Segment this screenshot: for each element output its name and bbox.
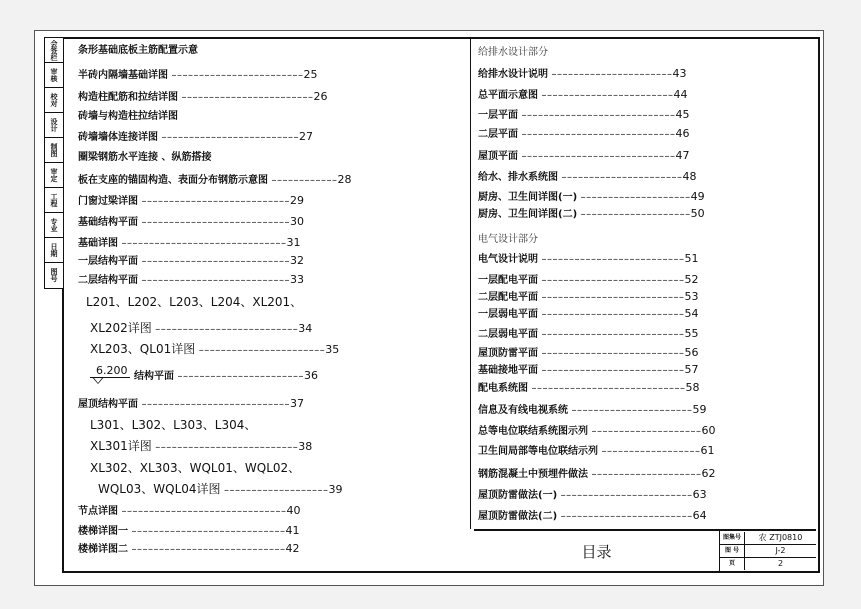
list-item: 二层平面 ––––––––––––––––––––––––––––46 xyxy=(478,127,690,140)
list-item: 屋顶防雷做法(二) ––––––––––––––––––––––––64 xyxy=(478,509,707,522)
list-item: 一层结构平面 –––––––––––––––––––––––––––32 xyxy=(78,254,304,267)
list-item: 基础接地平面 ––––––––––––––––––––––––––57 xyxy=(478,363,699,376)
list-item: L201、L202、L203、L204、XL201、 xyxy=(86,295,303,309)
list-item: 楼梯详图二 ––––––––––––––––––––––––––––42 xyxy=(78,542,300,555)
list-item: 电气设计说明 ––––––––––––––––––––––––––51 xyxy=(478,252,699,265)
list-item: 给排水设计说明 ––––––––––––––––––––––43 xyxy=(478,67,687,80)
list-item: 屋顶结构平面 –––––––––––––––––––––––––––37 xyxy=(78,397,304,410)
strip-cell: 日期 xyxy=(45,238,63,263)
strip-cell: 设计 xyxy=(45,113,63,138)
list-item: 二层结构平面 –––––––––––––––––––––––––––33 xyxy=(78,273,304,286)
list-item: 二层弱电平面 ––––––––––––––––––––––––––55 xyxy=(478,327,699,340)
list-item: 二层配电平面 ––––––––––––––––––––––––––53 xyxy=(478,290,699,303)
list-item: 基础详图 ––––––––––––––––––––––––––––––31 xyxy=(78,236,301,249)
list-item: 圈梁钢筋水平连接 、纵筋搭接 xyxy=(78,152,212,163)
strip-cell: 图号 xyxy=(50,268,58,282)
drawing-number-label: 图 号 xyxy=(720,545,745,558)
list-item: 基础结构平面 –––––––––––––––––––––––––––30 xyxy=(78,215,304,228)
list-item: XL203、QL01详图 –––––––––––––––––––––––35 xyxy=(90,342,340,356)
strip-cell: 审核 xyxy=(45,63,63,88)
list-item: 信息及有线电视系统 ––––––––––––––––––––––59 xyxy=(478,403,707,416)
list-item: 楼梯详图一 ––––––––––––––––––––––––––––41 xyxy=(78,524,300,537)
column-divider xyxy=(470,37,471,529)
list-item: XL301详图 ––––––––––––––––––––––––––38 xyxy=(90,439,313,453)
elevation-symbol: 6.200 xyxy=(90,364,130,384)
page-value: 2 xyxy=(777,559,784,568)
list-item: 节点详图 ––––––––––––––––––––––––––––––40 xyxy=(78,504,301,517)
list-item: 板在支座的锚固构造、表面分布钢筋示意图 ––––––––––––28 xyxy=(78,173,352,186)
strip-cell: 专业 xyxy=(45,213,63,238)
list-item: 配电系统图 ––––––––––––––––––––––––––––58 xyxy=(478,381,700,394)
strip-cell: 工程 xyxy=(45,188,63,213)
list-item: 门窗过梁详图 –––––––––––––––––––––––––––29 xyxy=(78,194,304,207)
list-item: 条形基础底板主筋配置示意 xyxy=(78,45,198,56)
list-item: 构造柱配筋和拉结详图 ––––––––––––––––––––––––26 xyxy=(78,90,328,103)
section-heading: 电气设计部分 xyxy=(478,234,538,245)
list-item: 厨房、卫生间详图(二) ––––––––––––––––––––50 xyxy=(478,207,705,220)
strip-cell: 会签栏 xyxy=(45,38,63,63)
list-item: 屋顶平面 ––––––––––––––––––––––––––––47 xyxy=(478,149,690,162)
atlas-number-label: 图集号 xyxy=(720,532,745,545)
list-item: 一层弱电平面 ––––––––––––––––––––––––––54 xyxy=(478,307,699,320)
list-item: XL202详图 ––––––––––––––––––––––––––34 xyxy=(90,321,313,335)
strip-cell: 制图 xyxy=(45,138,63,163)
list-item: WQL03、WQL04详图 –––––––––––––––––––39 xyxy=(98,482,343,496)
list-item: 结构平面 –––––––––––––––––––––––36 xyxy=(134,369,318,382)
list-item: 总等电位联结系统图示列 ––––––––––––––––––––60 xyxy=(478,424,716,437)
strip-cell: 审定 xyxy=(45,163,63,188)
list-item: 钢筋混凝土中预埋件做法 ––––––––––––––––––––62 xyxy=(478,467,716,480)
list-item: 屋顶防雷做法(一) ––––––––––––––––––––––––63 xyxy=(478,488,707,501)
list-item: 给水、排水系统图 ––––––––––––––––––––––48 xyxy=(478,170,697,183)
page-label: 页 xyxy=(720,558,745,570)
signature-strip xyxy=(44,37,63,289)
title-block xyxy=(474,529,816,571)
document-title: 目录 xyxy=(474,531,720,571)
list-item: 半砖内隔墙基础详图 ––––––––––––––––––––––––25 xyxy=(78,68,318,81)
list-item: 总平面示意图 ––––––––––––––––––––––––44 xyxy=(478,88,688,101)
list-item: 一层配电平面 ––––––––––––––––––––––––––52 xyxy=(478,273,699,286)
list-item: 屋顶防雷平面 ––––––––––––––––––––––––––56 xyxy=(478,346,699,359)
list-item: 砖墙墙体连接详图 –––––––––––––––––––––––––27 xyxy=(78,130,313,143)
list-item: 厨房、卫生间详图(一) ––––––––––––––––––––49 xyxy=(478,190,705,203)
strip-cell: 校对 xyxy=(45,88,63,113)
list-item: 砖墙与构造柱拉结详图 xyxy=(78,111,178,122)
drawing-number-value: J-2 xyxy=(745,545,816,558)
section-heading: 给排水设计部分 xyxy=(478,47,548,58)
list-item: 卫生间局部等电位联结示列 ––––––––––––––––––61 xyxy=(478,444,715,457)
atlas-number-value: 农 ZTJ0810 xyxy=(745,532,816,545)
list-item: 一层平面 ––––––––––––––––––––––––––––45 xyxy=(478,108,690,121)
list-item: L301、L302、L303、L304、 xyxy=(90,418,257,432)
list-item: XL302、XL303、WQL01、WQL02、 xyxy=(90,461,301,475)
